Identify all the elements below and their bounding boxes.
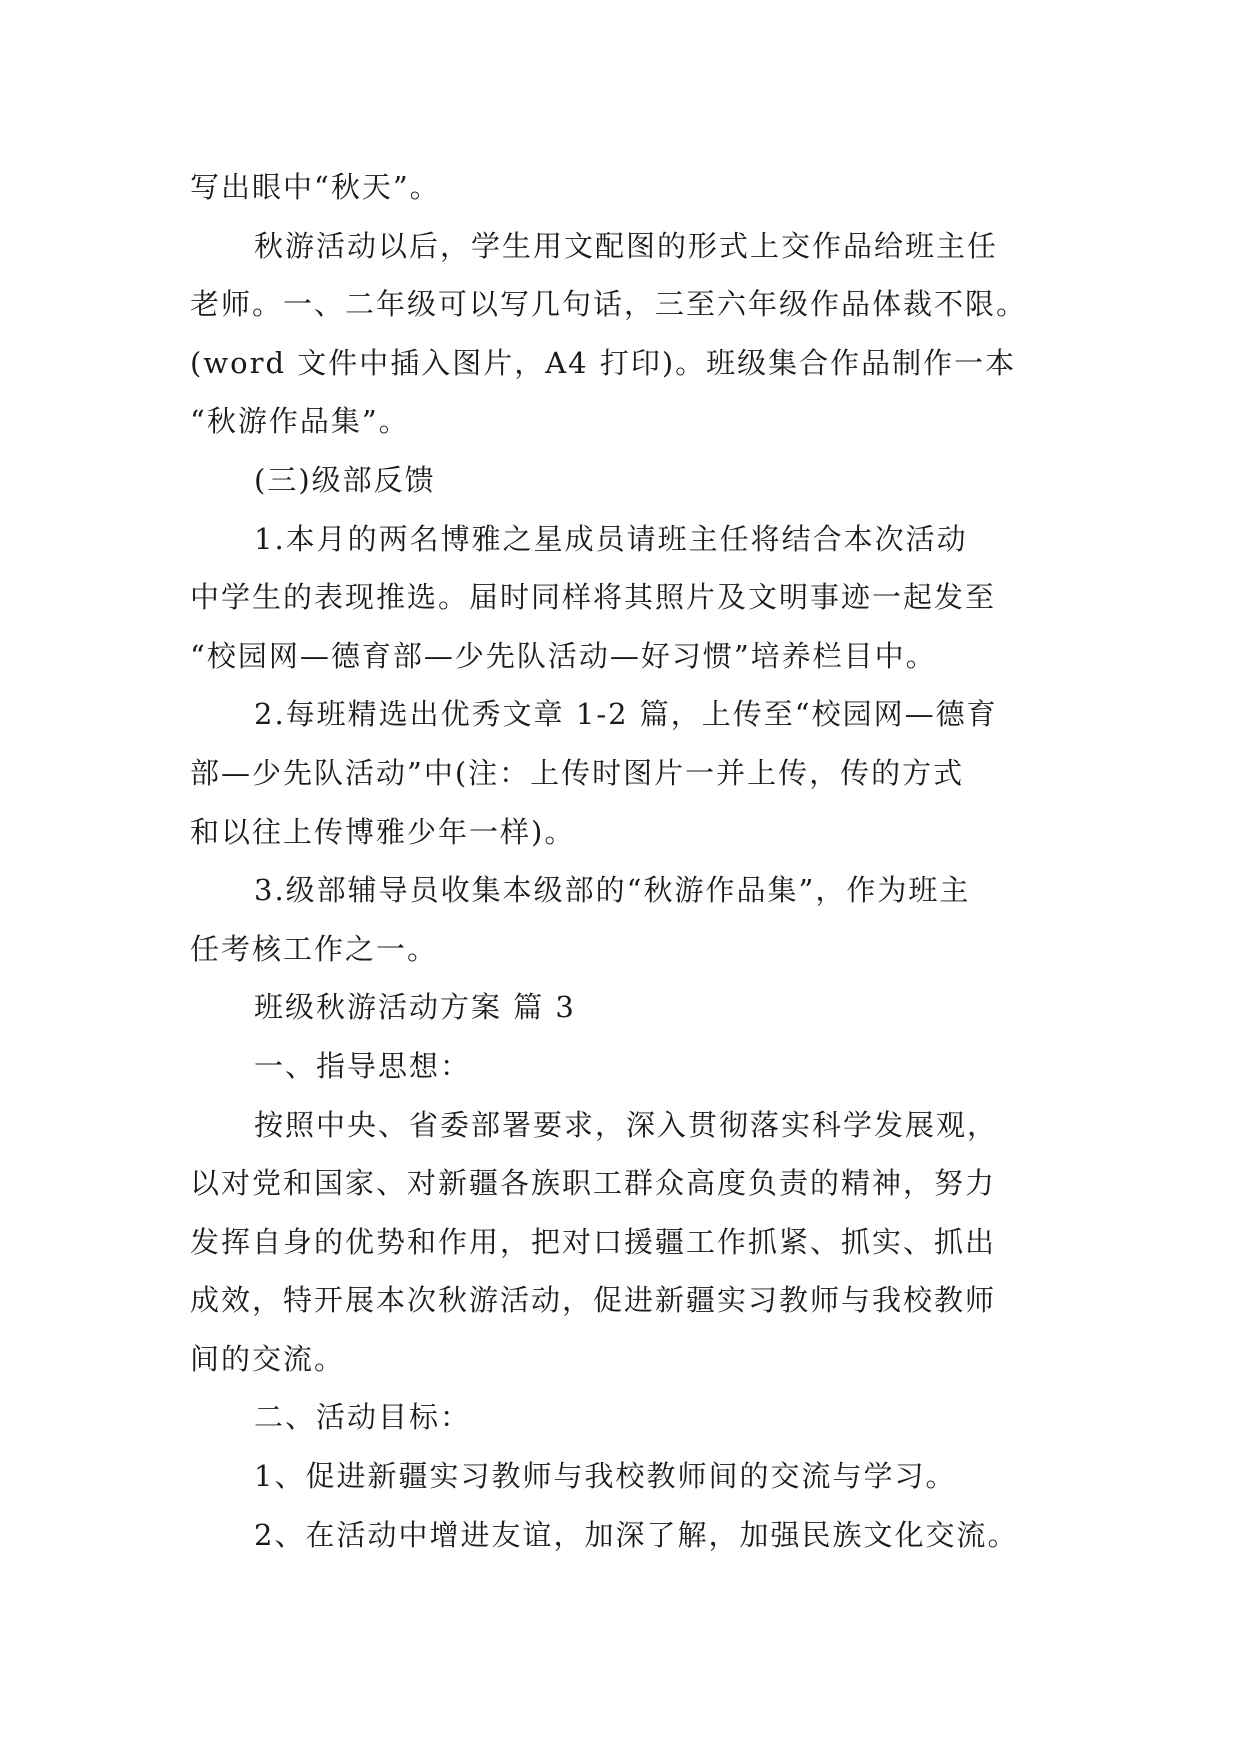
- section-heading: (三)级部反馈: [254, 462, 436, 497]
- text-line: 中学生的表现推选。届时同样将其照片及文明事迹一起发至: [190, 580, 997, 615]
- text-line: 以对党和国家、对新疆各族职工群众高度负责的精神，努力: [190, 1166, 997, 1201]
- text-line: 秋游活动以后，学生用文配图的形式上交作品给班主任: [254, 228, 999, 263]
- text-line: 发挥自身的优势和作用，把对口援疆工作抓紧、抓实、抓出: [190, 1224, 997, 1259]
- text-line: “校园网—德育部—少先队活动—好习惯”培养栏目中。: [190, 638, 937, 673]
- text-line: 和以往上传博雅少年一样)。: [190, 814, 576, 849]
- text-line: 间的交流。: [190, 1341, 346, 1376]
- section-heading: 二、活动目标：: [254, 1400, 472, 1435]
- text-line: 1、促进新疆实习教师与我校教师间的交流与学习。: [254, 1459, 957, 1494]
- text-line: 1.本月的两名博雅之星成员请班主任将结合本次活动: [254, 521, 968, 556]
- text-line: 任考核工作之一。: [190, 931, 439, 966]
- text-line: 3.级部辅导员收集本级部的“秋游作品集”，作为班主: [254, 873, 971, 908]
- text-line: 按照中央、省委部署要求，深入贯彻落实科学发展观，: [254, 1107, 999, 1142]
- text-line: 部—少先队活动”中(注：上传时图片一并上传，传的方式: [190, 755, 965, 790]
- text-line: 成效，特开展本次秋游活动，促进新疆实习教师与我校教师: [190, 1283, 997, 1318]
- text-line: 2、在活动中增进友谊，加深了解，加强民族文化交流。: [254, 1517, 1019, 1552]
- text-line: 老师。一、二年级可以写几句话，三至六年级作品体裁不限。: [190, 287, 1028, 322]
- text-line: (word 文件中插入图片，A4 打印)。班级集合作品制作一本: [190, 345, 1017, 380]
- text-line: 2.每班精选出优秀文章 1-2 篇，上传至“校园网—德育: [254, 697, 998, 732]
- section-heading: 一、指导思想：: [254, 1048, 472, 1083]
- text-line: “秋游作品集”。: [190, 404, 410, 439]
- section-title: 班级秋游活动方案 篇 3: [254, 990, 576, 1025]
- text-line: 写出眼中“秋天”。: [190, 170, 441, 204]
- document-body: [190, 158, 1070, 1564]
